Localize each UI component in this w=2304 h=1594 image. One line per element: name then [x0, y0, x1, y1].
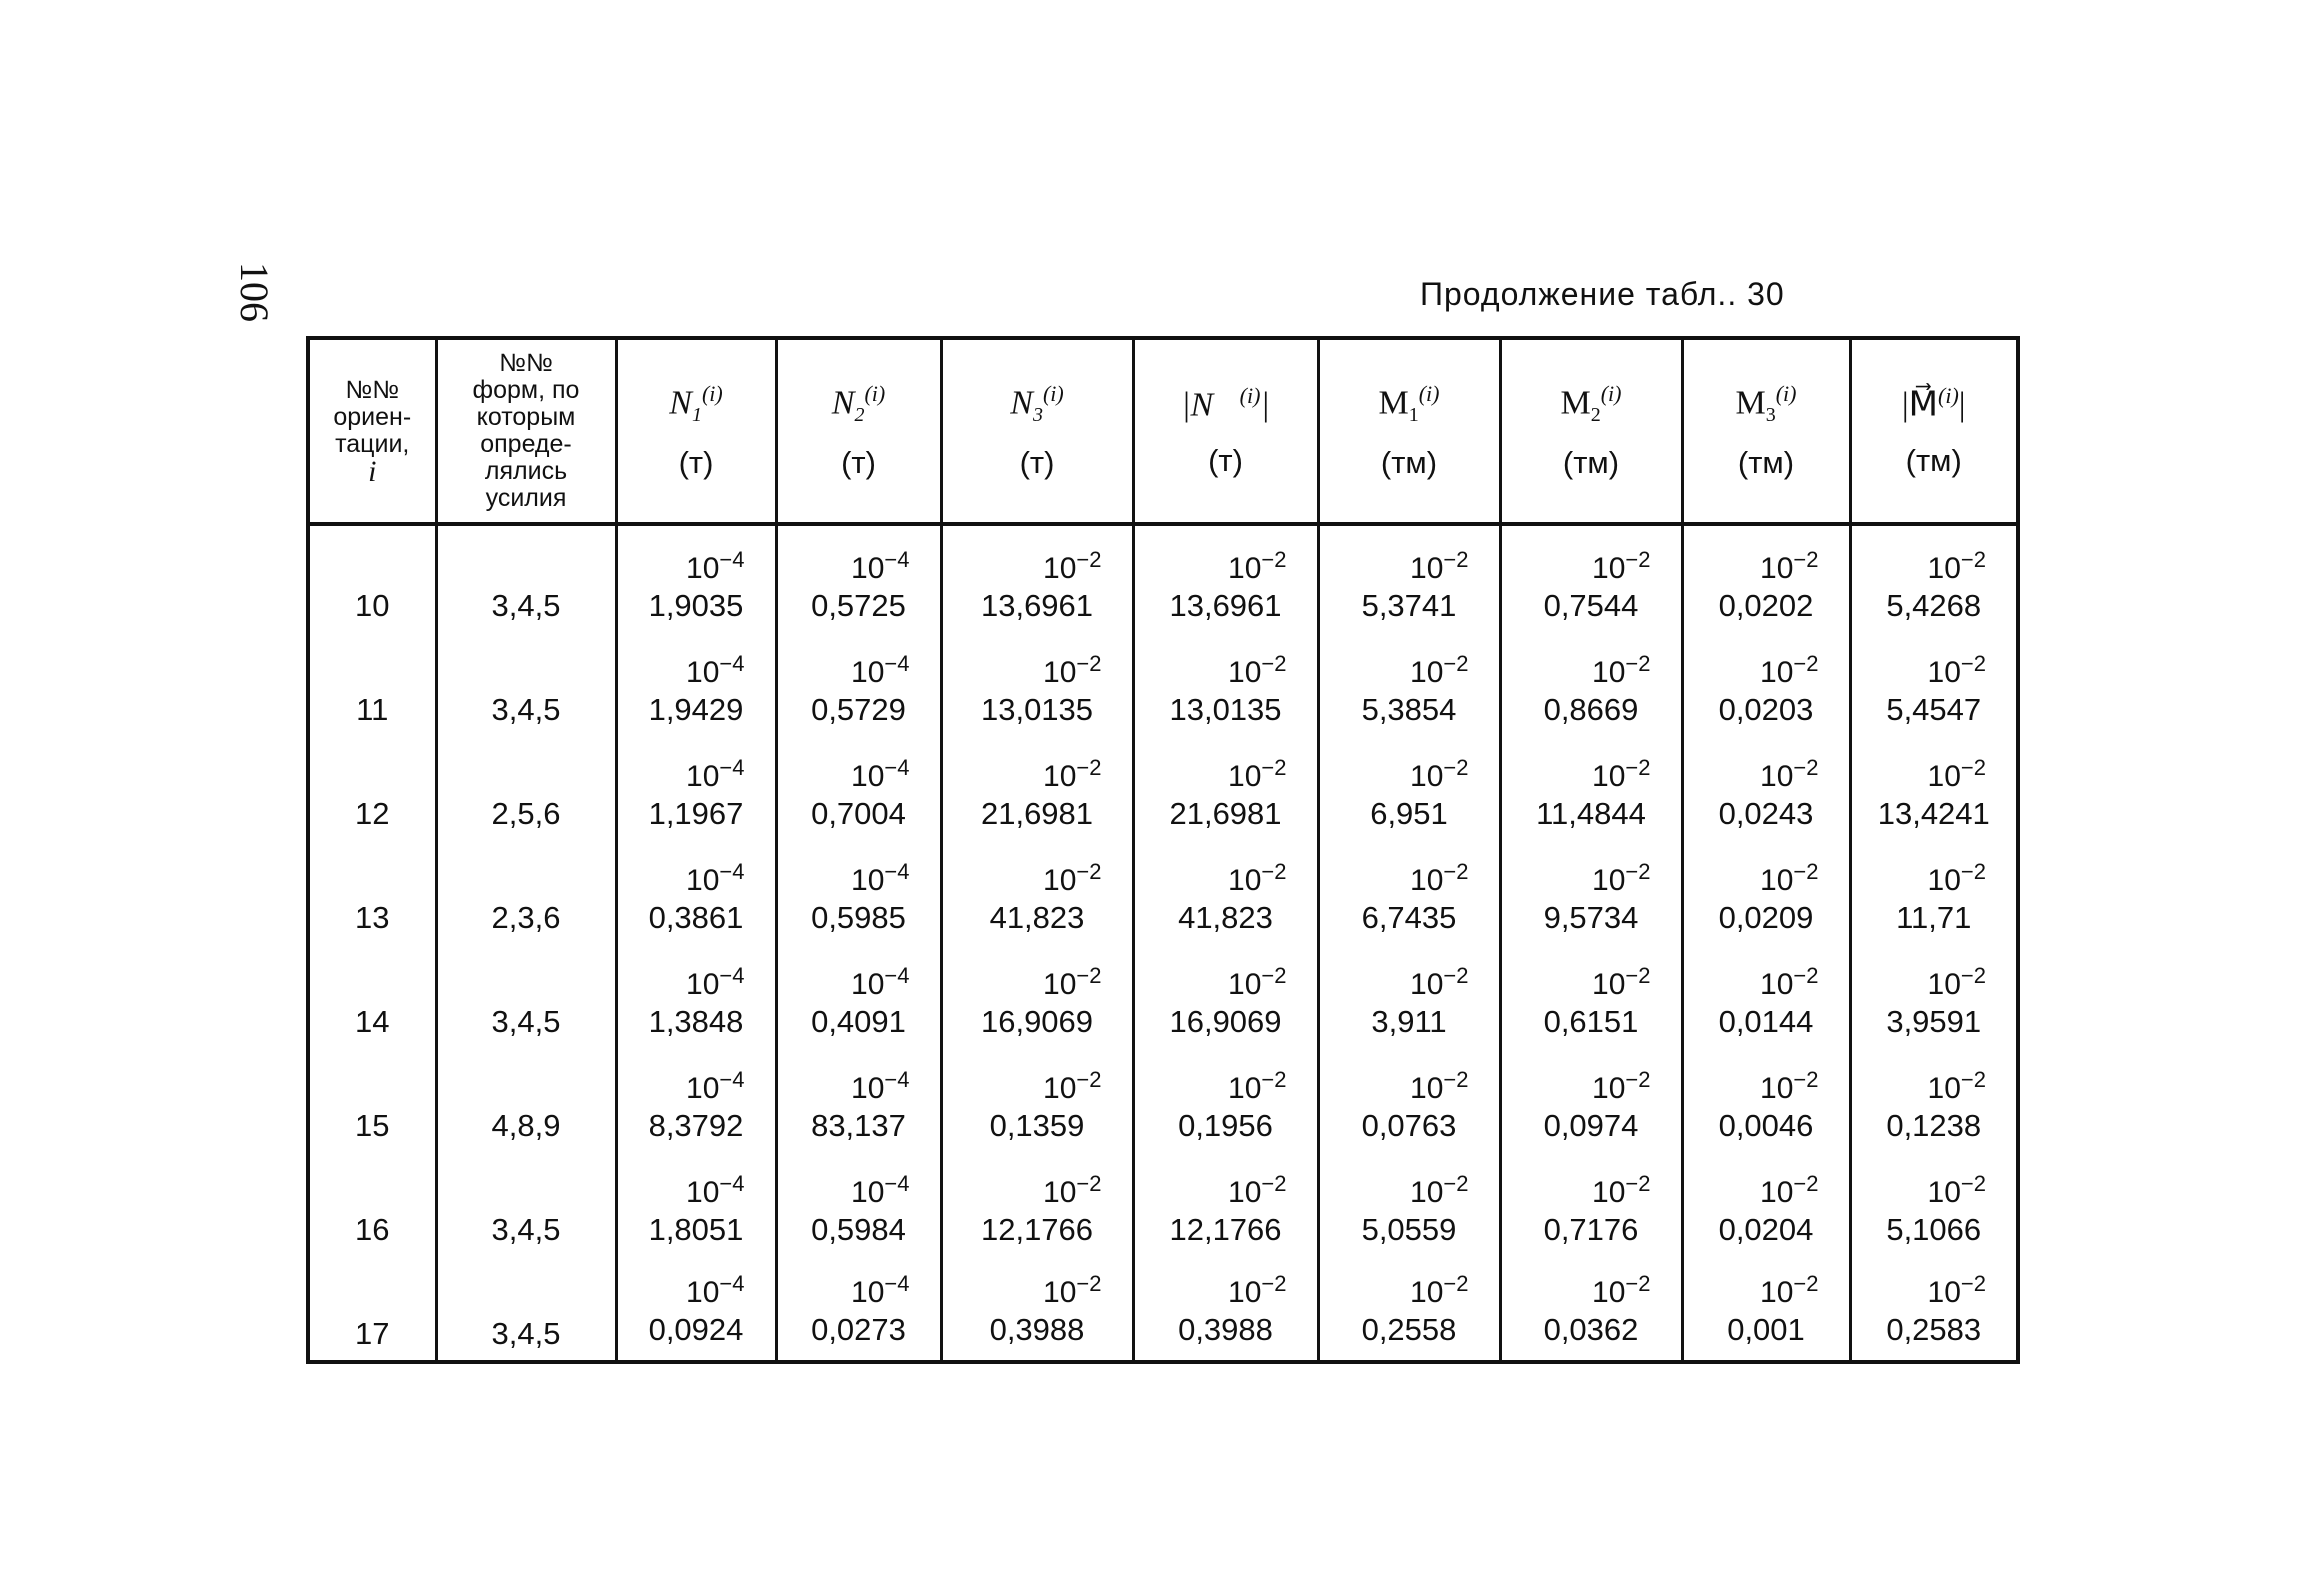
- value-cell: [1318, 1046, 1500, 1150]
- header-n-abs: |N⃗$^{(i)}$| (т): [1133, 338, 1318, 524]
- value-cell: [1133, 1150, 1318, 1254]
- value-cell: [616, 1150, 776, 1254]
- cell-value: 5,1066: [1886, 1212, 1982, 1247]
- orientation-number: 11: [308, 630, 436, 734]
- orientation-number: 13: [308, 838, 436, 942]
- exponent-factor: $10^{-2}$: [1592, 1271, 1651, 1309]
- value-cell: [1682, 630, 1850, 734]
- cell-value: 5,0559: [1361, 1212, 1457, 1247]
- value-cell: [941, 1150, 1133, 1254]
- cell-value: 0,001: [1727, 1312, 1805, 1347]
- exponent-factor: $10^{-2}$: [1228, 547, 1287, 585]
- exponent-factor: $10^{-2}$: [1592, 755, 1651, 793]
- exponent-factor: $10^{-4}$: [686, 1171, 745, 1209]
- value-cell: [941, 838, 1133, 942]
- value-cell: [1682, 942, 1850, 1046]
- exponent-factor: $10^{-2}$: [1228, 859, 1287, 897]
- value-cell: [1500, 942, 1682, 1046]
- exponent-factor: $10^{-4}$: [851, 963, 910, 1001]
- exponent-factor: $10^{-2}$: [1410, 651, 1469, 689]
- orientation-number: 14: [308, 942, 436, 1046]
- forms-list: 3,4,5: [436, 942, 616, 1046]
- cell-value: 0,0209: [1718, 900, 1814, 935]
- value-cell: [776, 1150, 941, 1254]
- value-cell: [1500, 524, 1682, 630]
- table-body: [308, 524, 2018, 1362]
- exponent-factor: $10^{-4}$: [686, 1067, 745, 1105]
- cell-value: 0,7004: [811, 796, 906, 831]
- header-row: [308, 338, 2018, 524]
- value-cell: [776, 630, 941, 734]
- exponent-factor: $10^{-2}$: [1927, 547, 1986, 585]
- value-cell: [1133, 630, 1318, 734]
- value-cell: [1850, 1150, 2018, 1254]
- header-m3: $M_3^{(i)}$ (тм): [1682, 338, 1850, 524]
- exponent-factor: $10^{-2}$: [1228, 651, 1287, 689]
- exponent-factor: $10^{-2}$: [1760, 1067, 1819, 1105]
- cell-value: 5,3741: [1361, 588, 1457, 623]
- exponent-factor: $10^{-2}$: [1927, 755, 1986, 793]
- cell-value: 0,0974: [1543, 1108, 1639, 1143]
- table-row: [308, 1254, 2018, 1362]
- exponent-factor: $10^{-2}$: [1927, 1271, 1986, 1309]
- exponent-factor: $10^{-4}$: [686, 755, 745, 793]
- orientation-number: 15: [308, 1046, 436, 1150]
- value-cell: [1500, 1254, 1682, 1362]
- exponent-factor: $10^{-2}$: [1410, 1067, 1469, 1105]
- header-m2: $M_2^{(i)}$ (тм): [1500, 338, 1682, 524]
- exponent-factor: $10^{-2}$: [1410, 859, 1469, 897]
- value-cell: [941, 1046, 1133, 1150]
- header-m-abs: |M⃗$^{(i)}$| (тм): [1850, 338, 2018, 524]
- cell-value: 0,1238: [1886, 1108, 1982, 1143]
- orientation-number: 17: [308, 1254, 436, 1362]
- value-cell: [1850, 630, 2018, 734]
- exponent-factor: $10^{-2}$: [1927, 963, 1986, 1001]
- cell-value: 41,823: [989, 900, 1085, 935]
- exponent-factor: $10^{-2}$: [1228, 963, 1287, 1001]
- exponent-factor: $10^{-4}$: [851, 755, 910, 793]
- cell-value: 0,5725: [811, 588, 906, 623]
- cell-value: 0,0144: [1718, 1004, 1814, 1039]
- value-cell: [1682, 734, 1850, 838]
- value-cell: [941, 734, 1133, 838]
- value-cell: [776, 1046, 941, 1150]
- table-row: [308, 1150, 2018, 1254]
- value-cell: [1850, 524, 2018, 630]
- cell-value: 1,8051: [648, 1212, 744, 1247]
- cell-value: 0,0763: [1361, 1108, 1457, 1143]
- value-cell: [1850, 1046, 2018, 1150]
- cell-value: 6,951: [1370, 796, 1448, 831]
- forms-list: 2,3,6: [436, 838, 616, 942]
- value-cell: [616, 630, 776, 734]
- cell-value: 13,6961: [980, 588, 1094, 623]
- value-cell: [1500, 1150, 1682, 1254]
- value-cell: [1682, 1254, 1850, 1362]
- value-cell: [1318, 1150, 1500, 1254]
- cell-value: 83,137: [811, 1108, 906, 1143]
- cell-value: 0,5984: [811, 1212, 906, 1247]
- exponent-factor: $10^{-2}$: [1410, 1271, 1469, 1309]
- exponent-factor: $10^{-2}$: [1927, 1171, 1986, 1209]
- value-cell: [1850, 1254, 2018, 1362]
- exponent-factor: $10^{-2}$: [1592, 547, 1651, 585]
- cell-value: 16,9069: [1169, 1004, 1282, 1039]
- exponent-factor: $10^{-2}$: [1228, 1271, 1287, 1309]
- value-cell: [616, 1254, 776, 1362]
- value-cell: [776, 942, 941, 1046]
- cell-value: 11,4844: [1536, 796, 1646, 831]
- exponent-factor: $10^{-2}$: [1592, 651, 1651, 689]
- table-row: [308, 838, 2018, 942]
- table-row: [308, 630, 2018, 734]
- cell-value: 0,8669: [1543, 692, 1639, 727]
- cell-value: 13,0135: [980, 692, 1094, 727]
- cell-value: 0,3861: [648, 900, 744, 935]
- cell-value: 13,4241: [1877, 796, 1990, 831]
- value-cell: [616, 524, 776, 630]
- value-cell: [941, 1254, 1133, 1362]
- value-cell: [1682, 838, 1850, 942]
- value-cell: [616, 734, 776, 838]
- forms-list: 4,8,9: [436, 1046, 616, 1150]
- cell-value: 6,7435: [1361, 900, 1457, 935]
- cell-value: 3,9591: [1886, 1004, 1982, 1039]
- cell-value: 0,7176: [1543, 1212, 1639, 1247]
- cell-value: 5,4268: [1886, 588, 1982, 623]
- cell-value: 8,3792: [648, 1108, 744, 1143]
- cell-value: 0,0362: [1543, 1312, 1639, 1347]
- exponent-factor: $10^{-4}$: [851, 1171, 910, 1209]
- exponent-factor: $10^{-2}$: [1043, 547, 1102, 585]
- exponent-factor: $10^{-2}$: [1760, 651, 1819, 689]
- forms-list: 3,4,5: [436, 524, 616, 630]
- forms-list: 2,5,6: [436, 734, 616, 838]
- cell-value: 13,6961: [1169, 588, 1282, 623]
- exponent-factor: $10^{-2}$: [1043, 1271, 1102, 1309]
- value-cell: [1682, 1150, 1850, 1254]
- cell-value: 0,0243: [1718, 796, 1814, 831]
- exponent-factor: $10^{-2}$: [1043, 755, 1102, 793]
- cell-value: 0,2558: [1361, 1312, 1457, 1347]
- value-cell: [1850, 942, 2018, 1046]
- value-cell: [1850, 734, 2018, 838]
- exponent-factor: $10^{-2}$: [1410, 547, 1469, 585]
- value-cell: [1133, 734, 1318, 838]
- exponent-factor: $10^{-2}$: [1228, 1067, 1287, 1105]
- exponent-factor: $10^{-4}$: [851, 547, 910, 585]
- value-cell: [1682, 1046, 1850, 1150]
- header-n3: $N_3^{(i)}$ (т): [941, 338, 1133, 524]
- exponent-factor: $10^{-4}$: [686, 963, 745, 1001]
- exponent-factor: $10^{-2}$: [1760, 859, 1819, 897]
- cell-value: 3,911: [1371, 1004, 1447, 1039]
- cell-value: 0,3988: [1178, 1312, 1273, 1347]
- value-cell: [1318, 734, 1500, 838]
- exponent-factor: $10^{-2}$: [1410, 1171, 1469, 1209]
- value-cell: [1133, 1046, 1318, 1150]
- value-cell: [1682, 524, 1850, 630]
- value-cell: [1500, 1046, 1682, 1150]
- exponent-factor: $10^{-2}$: [1760, 963, 1819, 1001]
- value-cell: [1850, 838, 2018, 942]
- exponent-factor: $10^{-2}$: [1760, 755, 1819, 793]
- value-cell: [1133, 942, 1318, 1046]
- table-continuation-label: Продолжение табл.. 30: [1420, 276, 1785, 312]
- exponent-factor: $10^{-2}$: [1760, 547, 1819, 585]
- exponent-factor: $10^{-2}$: [1410, 963, 1469, 1001]
- cell-value: 0,6151: [1543, 1004, 1639, 1039]
- forms-list: 3,4,5: [436, 1150, 616, 1254]
- exponent-factor: $10^{-2}$: [1592, 1171, 1651, 1209]
- cell-value: 0,0202: [1718, 588, 1814, 623]
- exponent-factor: $10^{-2}$: [1927, 859, 1986, 897]
- header-m1: $M_1^{(i)}$ (тм): [1318, 338, 1500, 524]
- exponent-factor: $10^{-4}$: [686, 547, 745, 585]
- cell-value: 0,0203: [1718, 692, 1814, 727]
- table-row: [308, 942, 2018, 1046]
- value-cell: [1500, 734, 1682, 838]
- cell-value: 5,4547: [1886, 692, 1982, 727]
- exponent-factor: $10^{-4}$: [851, 859, 910, 897]
- cell-value: 0,1956: [1178, 1108, 1273, 1143]
- page-number: 106: [232, 262, 277, 322]
- cell-value: 21,6981: [1169, 796, 1282, 831]
- cell-value: 0,0924: [648, 1312, 744, 1347]
- exponent-factor: $10^{-2}$: [1760, 1271, 1819, 1309]
- table-row: [308, 1046, 2018, 1150]
- table-row: [308, 524, 2018, 630]
- header-forms: №№ форм, по которым опреде- лялись усилия: [436, 338, 616, 524]
- value-cell: [1318, 838, 1500, 942]
- exponent-factor: $10^{-2}$: [1043, 651, 1102, 689]
- value-cell: [1318, 630, 1500, 734]
- cell-value: 0,4091: [811, 1004, 906, 1039]
- exponent-factor: $10^{-2}$: [1410, 755, 1469, 793]
- cell-value: 0,5985: [811, 900, 906, 935]
- exponent-factor: $10^{-4}$: [851, 651, 910, 689]
- value-cell: [776, 838, 941, 942]
- value-cell: [1500, 630, 1682, 734]
- forms-list: 3,4,5: [436, 1254, 616, 1362]
- exponent-factor: $10^{-4}$: [686, 1271, 745, 1309]
- exponent-factor: $10^{-4}$: [686, 859, 745, 897]
- cell-value: 1,1967: [648, 796, 744, 831]
- exponent-factor: $10^{-2}$: [1592, 963, 1651, 1001]
- orientation-number: 12: [308, 734, 436, 838]
- value-cell: [616, 1046, 776, 1150]
- value-cell: [1318, 942, 1500, 1046]
- exponent-factor: $10^{-2}$: [1043, 1067, 1102, 1105]
- exponent-factor: $10^{-4}$: [851, 1067, 910, 1105]
- value-cell: [941, 630, 1133, 734]
- value-cell: [1133, 524, 1318, 630]
- cell-value: 0,7544: [1543, 588, 1639, 623]
- exponent-factor: $10^{-4}$: [851, 1271, 910, 1309]
- orientation-number: 10: [308, 524, 436, 630]
- exponent-factor: $10^{-4}$: [686, 651, 745, 689]
- exponent-factor: $10^{-2}$: [1927, 1067, 1986, 1105]
- cell-value: 1,9429: [648, 692, 744, 727]
- value-cell: [616, 942, 776, 1046]
- cell-value: 0,5729: [811, 692, 906, 727]
- cell-value: 5,3854: [1361, 692, 1457, 727]
- header-n1: $N_1^{(i)}$ (т): [616, 338, 776, 524]
- exponent-factor: $10^{-2}$: [1592, 859, 1651, 897]
- value-cell: [776, 1254, 941, 1362]
- cell-value: 11,71: [1896, 900, 1972, 935]
- cell-value: 16,9069: [980, 1004, 1094, 1039]
- exponent-factor: $10^{-2}$: [1927, 651, 1986, 689]
- cell-value: 0,3988: [989, 1312, 1085, 1347]
- cell-value: 0,0204: [1718, 1212, 1814, 1247]
- value-cell: [776, 734, 941, 838]
- cell-value: 1,3848: [648, 1004, 744, 1039]
- value-cell: [941, 524, 1133, 630]
- value-cell: [1133, 838, 1318, 942]
- table-row: [308, 734, 2018, 838]
- cell-value: 21,6981: [980, 796, 1094, 831]
- cell-value: 12,1766: [1169, 1212, 1282, 1247]
- cell-value: 1,9035: [648, 588, 744, 623]
- exponent-factor: $10^{-2}$: [1592, 1067, 1651, 1105]
- value-cell: [1318, 1254, 1500, 1362]
- value-cell: [1133, 1254, 1318, 1362]
- exponent-factor: $10^{-2}$: [1043, 859, 1102, 897]
- value-cell: [1500, 838, 1682, 942]
- exponent-factor: $10^{-2}$: [1760, 1171, 1819, 1209]
- cell-value: 13,0135: [1169, 692, 1282, 727]
- cell-value: 0,2583: [1886, 1312, 1982, 1347]
- cell-value: 12,1766: [980, 1212, 1094, 1247]
- exponent-factor: $10^{-2}$: [1043, 963, 1102, 1001]
- value-cell: [941, 942, 1133, 1046]
- value-cell: [616, 838, 776, 942]
- cell-value: 9,5734: [1543, 900, 1639, 935]
- data-table: [306, 336, 2020, 1364]
- orientation-number: 16: [308, 1150, 436, 1254]
- exponent-factor: $10^{-2}$: [1228, 1171, 1287, 1209]
- value-cell: [776, 524, 941, 630]
- exponent-factor: $10^{-2}$: [1228, 755, 1287, 793]
- header-orientation: №№ ориен- тации, i: [308, 338, 436, 524]
- header-n2: $N_2^{(i)}$ (т): [776, 338, 941, 524]
- exponent-factor: $10^{-2}$: [1043, 1171, 1102, 1209]
- cell-value: 0,0273: [811, 1312, 906, 1347]
- cell-value: 41,823: [1178, 900, 1273, 935]
- cell-value: 0,1359: [989, 1108, 1085, 1143]
- cell-value: 0,0046: [1718, 1108, 1814, 1143]
- value-cell: [1318, 524, 1500, 630]
- forms-list: 3,4,5: [436, 630, 616, 734]
